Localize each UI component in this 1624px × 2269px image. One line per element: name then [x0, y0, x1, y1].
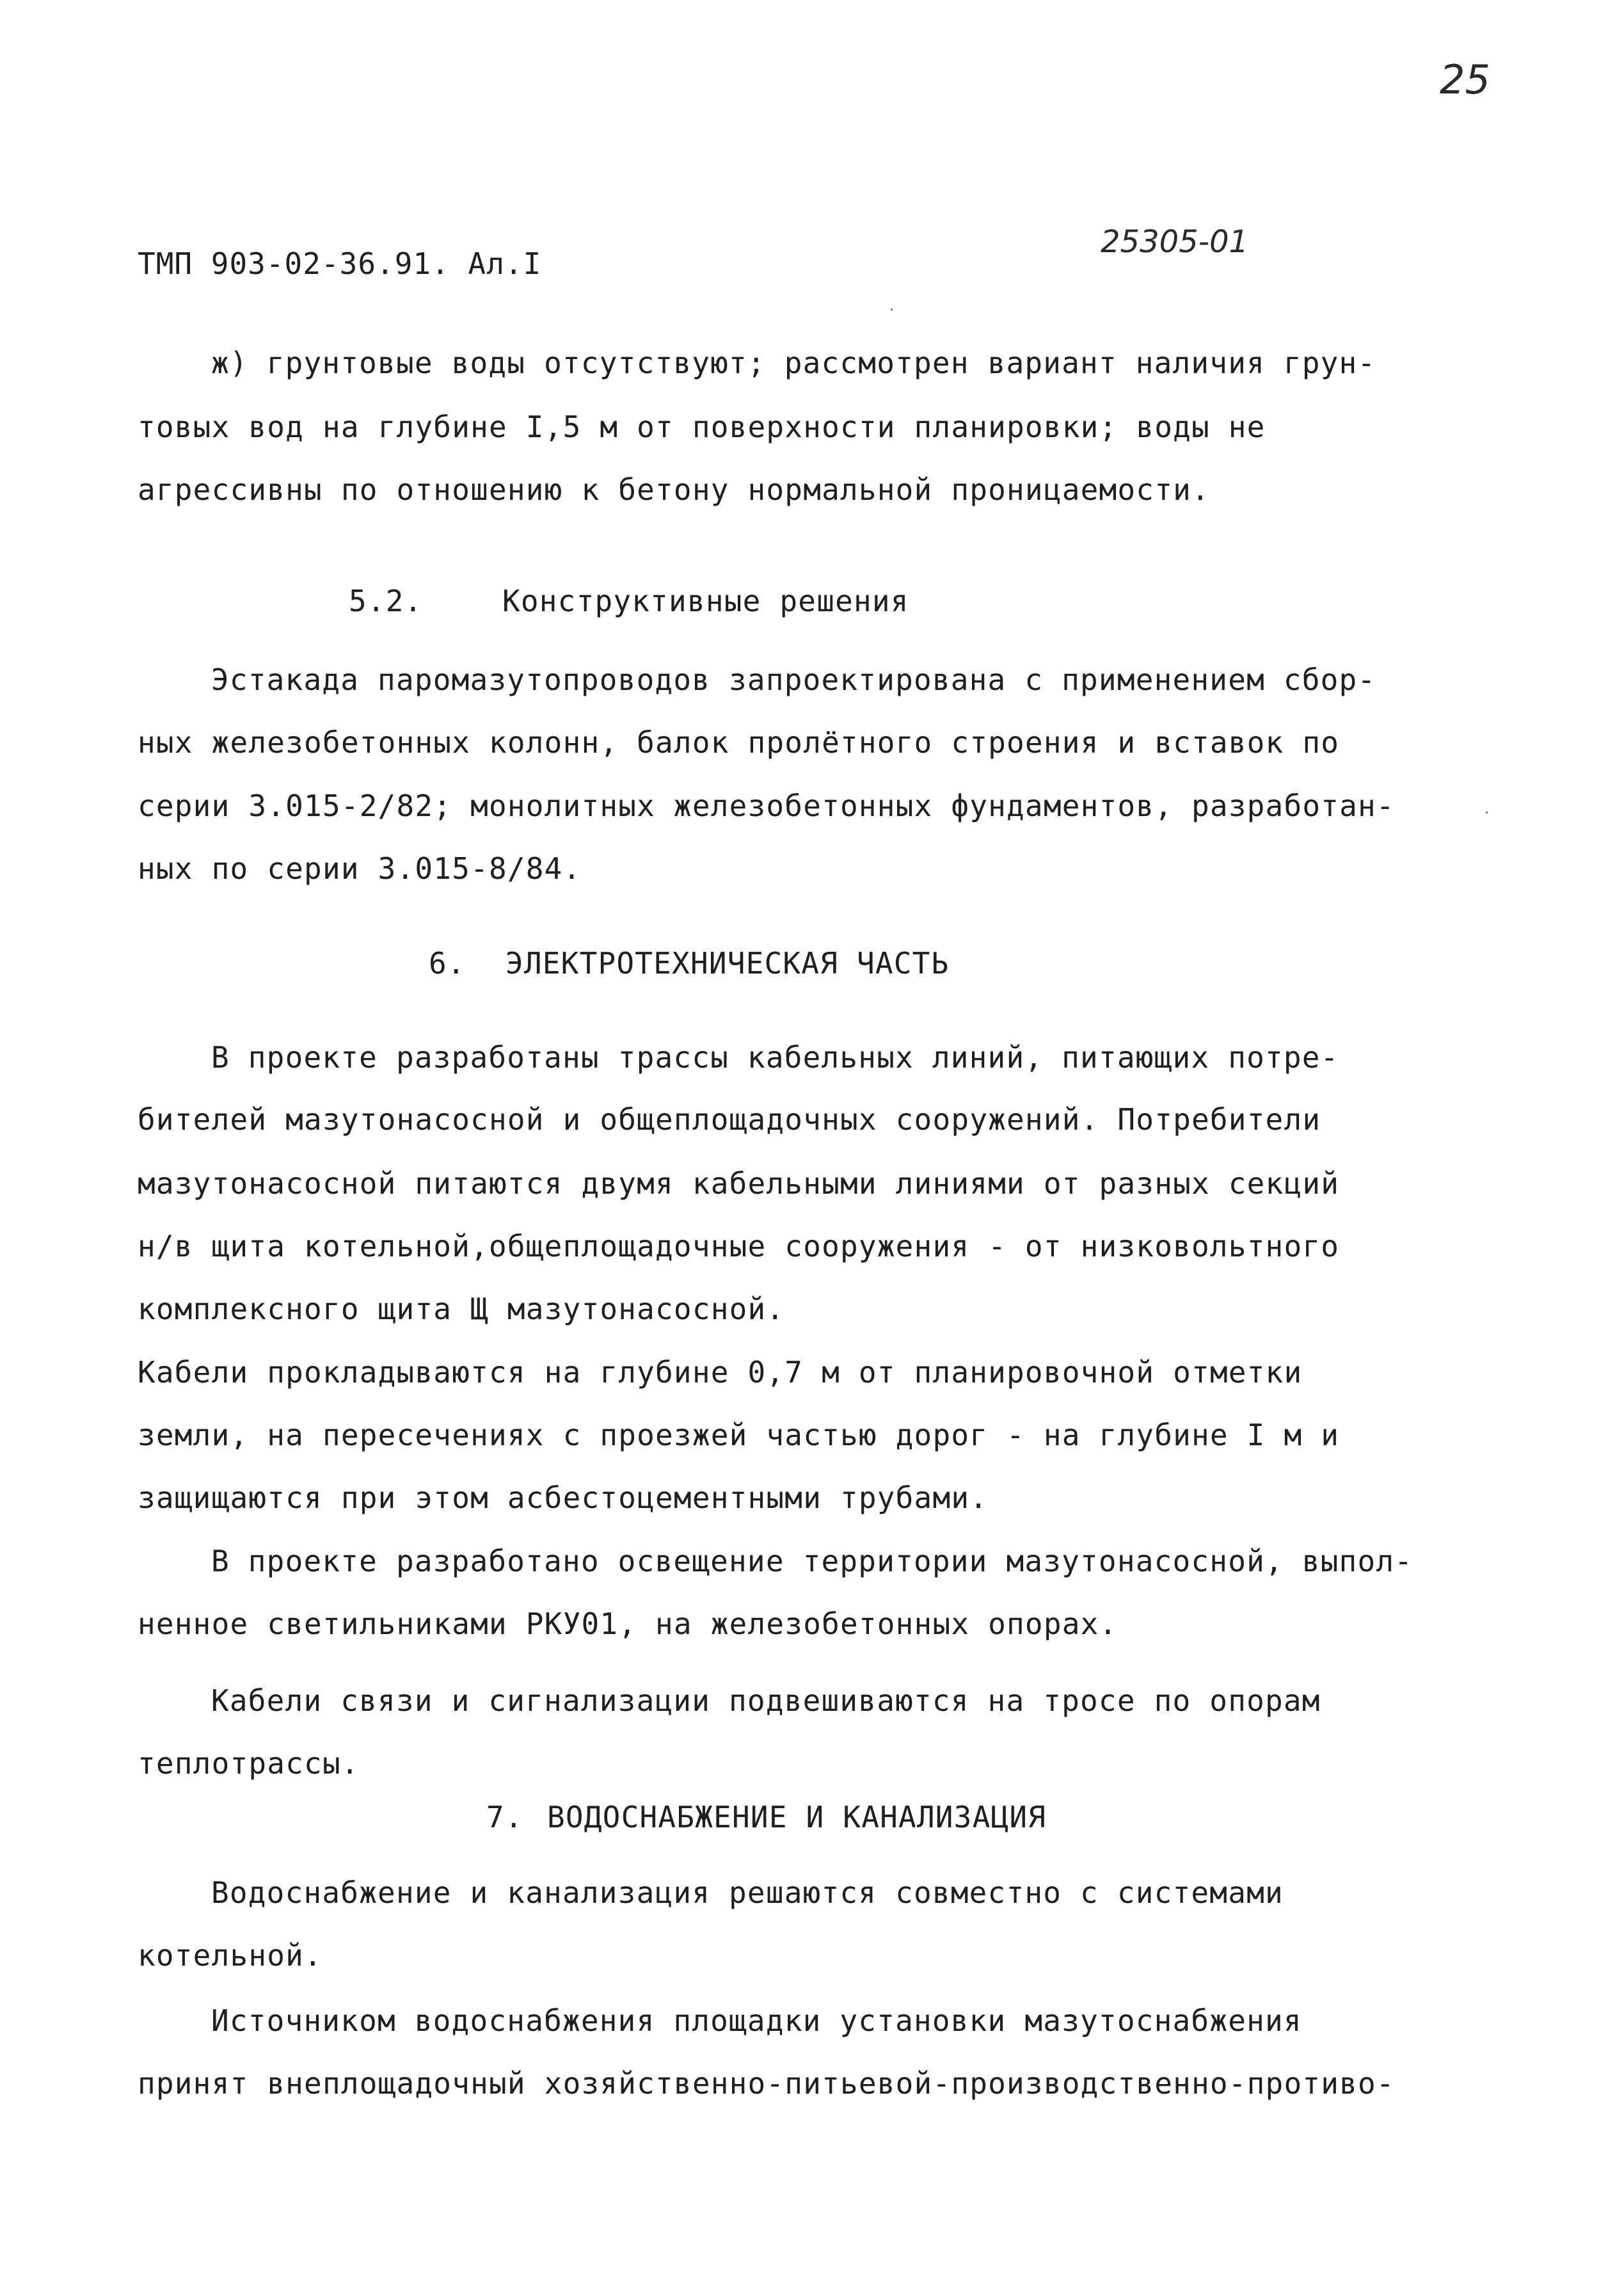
text-line: агрессивны по отношению к бетону нормальной проницаемости.: [138, 472, 1210, 507]
section-number-5-2: 5.2.: [349, 584, 423, 618]
text-line: ненное светильниками РКУ01, на железобетонных опорах.: [138, 1607, 1118, 1641]
section-title-5-2: Конструктивные решения: [502, 584, 909, 618]
text-line: мазутонасосной питаются двумя кабельными линиями от разных секций: [138, 1166, 1340, 1201]
page-number: 25: [1440, 56, 1490, 103]
text-line: ж) грунтовые воды отсутствуют; рассмотрен вариант наличия грун-: [211, 346, 1376, 380]
section-number-7: 7.: [486, 1800, 523, 1834]
text-line: Эстакада паромазутопроводов запроектирована с применением сбор-: [211, 662, 1376, 697]
scan-speck: [891, 309, 893, 310]
text-line: защищаются при этом асбестоцементными трубами.: [138, 1480, 989, 1515]
text-line: Кабели прокладываются на глубине 0,7 м от планировочной отметки: [138, 1355, 1303, 1390]
text-line: бителей мазутонасосной и общеплощадочных сооружений. Потребители: [138, 1102, 1321, 1137]
document-code: ТМП 903-02-36.91. Ал.I: [138, 246, 542, 281]
text-line: ных по серии 3.015-8/84.: [138, 851, 582, 886]
section-title-7: ВОДОСНАБЖЕНИЕ И КАНАЛИЗАЦИЯ: [547, 1800, 1047, 1834]
text-line: котельной.: [138, 1938, 322, 1973]
text-line: Водоснабжение и канализация решаются совместно с системами: [211, 1875, 1284, 1910]
text-line: теплотрассы.: [138, 1746, 360, 1781]
scan-speck: [1486, 812, 1488, 814]
text-line: н/в щита котельной,общеплощадочные сооружения - от низковольтного: [138, 1229, 1340, 1263]
text-line: Источником водоснабжения площадки установки мазутоснабжения: [211, 2003, 1302, 2038]
text-line: Кабели связи и сигнализации подвешиваются на тросе по опорам: [211, 1683, 1321, 1718]
text-line: принят внеплощадочный хозяйственно-питьевой-производственно-противо-: [138, 2066, 1395, 2101]
text-line: серии 3.015-2/82; монолитных железобетонных фундаментов, разработан-: [138, 789, 1395, 823]
text-line: земли, на пересечениях с проезжей частью дорог - на глубине I м и: [138, 1418, 1340, 1452]
text-line: ных железобетонных колонн, балок пролётного строения и вставок по: [138, 725, 1340, 760]
document-stamp: 25305-01: [1101, 224, 1249, 260]
text-line: В проекте разработано освещение территории мазутонасосной, выпол-: [211, 1544, 1413, 1578]
text-line: комплексного щита Щ мазутонасосной.: [138, 1292, 785, 1326]
section-number-6: 6.: [429, 946, 466, 981]
section-title-6: ЭЛЕКТРОТЕХНИЧЕСКАЯ ЧАСТЬ: [506, 946, 950, 981]
text-line: В проекте разработаны трассы кабельных линий, питающих потре-: [211, 1040, 1339, 1075]
text-line: товых вод на глубине I,5 м от поверхности планировки; воды не: [138, 410, 1266, 444]
